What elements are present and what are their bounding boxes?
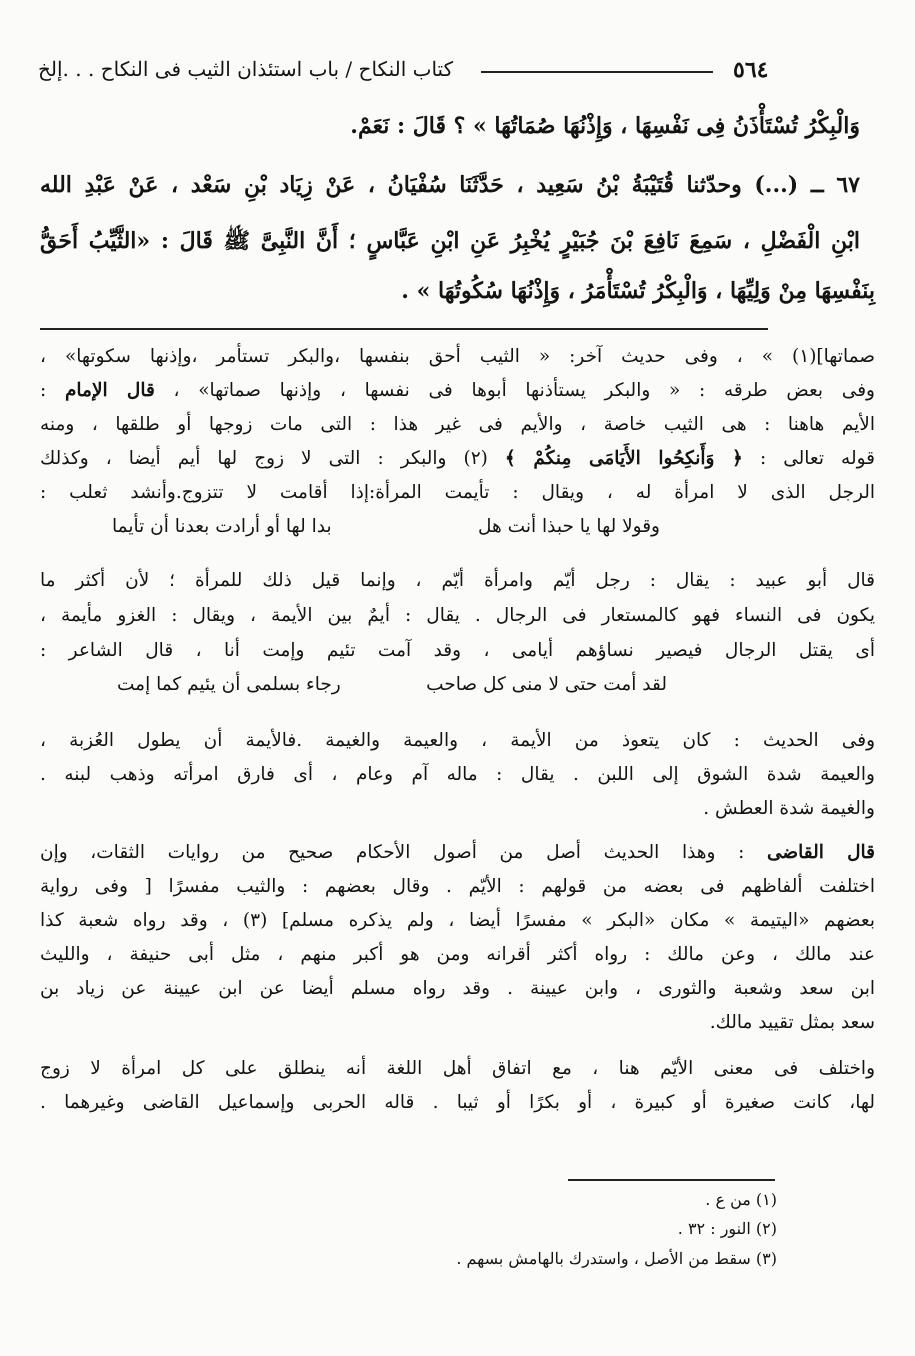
commentary-line: قال القاضى : وهذا الحديث أصل من أصول الأحكام صحيح من روايات الثقات، وإن (40, 842, 875, 863)
footnote-3: (٣) سقط من الأصل ، واستدرك بالهامش بسهم . (456, 1249, 777, 1268)
commentary-line: واختلف فى معنى الأيّم هنا ، مع اتفاق أهل اللغة أنه ينطلق على كل امرأة لا زوج (40, 1058, 875, 1079)
heading-qala-al-imam: قال الإمام (64, 380, 155, 401)
page-number: ٥٦٤ (733, 57, 769, 83)
commentary-line: اختلفت ألفاظهم فى بعضه من قولهم : الأيّم . وقال بعضهم : والثيب مفسرًا [ وفى رواية (40, 876, 875, 897)
section-separator (40, 328, 768, 330)
commentary-line: وفى بعض طرقه : « والبكر يستأذنها أبوها فى نفسها ، وإذنها صماتها» ، قال الإمام : (40, 380, 875, 401)
commentary-line: ابن سعد وشعبة والثورى ، وابن عيينة . وقد رواه مسلم أيضا عن ابن عيينة عن زياد بن (40, 978, 875, 999)
poem-verse-first-hemistich: لقد أمت حتى لا منى كل صاحب (426, 674, 667, 695)
commentary-line: أى يقتل الرجال فيصير نساؤهم أيامى ، وقد آمت تئيم وإمت أنا ، قال الشاعر : (40, 640, 875, 661)
commentary-line: يكون فى النساء فهو كالمستعار فى الرجال . يقال : أيمٌ بين الأيمة ، ويقال : الغزو مأيمة ، (40, 605, 875, 626)
commentary-line: سعد بمثل تقييد مالك. (709, 1012, 875, 1033)
commentary-line: والغيمة شدة العطش . (703, 798, 875, 819)
quran-verse: ﴿ وَأَنكِحُوا الأَيَامَى مِنكُمْ ﴾ (504, 448, 743, 469)
commentary-line: الأيم هاهنا : هى الثيب خاصة ، والأيم فى غير هذا : التى مات زوجها أو طلقها ، ومنه (40, 414, 875, 435)
poem-verse-first-hemistich: وقولا لها يا حبذا أنت هل (478, 516, 660, 537)
commentary-line: قوله تعالى : ﴿ وَأَنكِحُوا الأَيَامَى مِنكُمْ ﴾ (٢) والبكر : التى لا زوج لها أيم أيضا ، وكذلك (40, 448, 875, 469)
heading-qala-al-qadi: قال القاضى (766, 842, 875, 863)
commentary-line: بعضهم «اليتيمة » مكان «البكر » مفسرًا أيضا ، ولم يذكره مسلم] (٣) ، وقد رواه شعبة كذا (40, 910, 875, 931)
commentary-line: عند مالك ، وعن مالك : رواه أكثر أقرانه ومن هو أكبر منهم ، مثل أبى حنيفة ، والليث (40, 944, 875, 965)
footnote-rule (568, 1179, 775, 1181)
poem-verse-second-hemistich: رجاء بسلمى أن يئيم كما إمت (117, 674, 341, 695)
hadith-line-1: وَالْبِكْرُ تُسْتَأْذَنُ فِى نَفْسِهَا ، وَإِذْنُهَا صُمَاتُهَا » ؟ قَالَ : نَعَمْ. (350, 113, 860, 139)
commentary-line: لها، كانت صغيرة أو كبيرة ، أو بكرًا أو ثيبا . قاله الحربى وإسماعيل القاضى وغيرهما . (40, 1092, 875, 1113)
commentary-line: صماتها](١) » ، وفى حديث آخر: « الثيب أحق بنفسها ،والبكر تستأمر ،وإذنها سكوتها» ، (40, 346, 875, 367)
commentary-line: قال أبو عبيد : يقال : رجل أيّم وامرأة أيّم ، وإنما قيل ذلك للمرأة ؛ لأن أكثر ما (40, 570, 875, 591)
hadith-line-3: ابْنِ الْفَضْلِ ، سَمِعَ نَافِعَ بْنَ جُبَيْرٍ يُخْبِرُ عَنِ ابْنِ عَبَّاسٍ ؛ أَنَّ النَّبِىَّ ﷺ قَالَ : «الثَّيِّبُ أَحَقُّ (40, 228, 860, 254)
footnote-1: (١) من ع . (705, 1190, 777, 1209)
commentary-line: والعيمة شدة الشوق إلى اللبن . يقال : ماله آم وعام ، أى فارق امرأته وذهب لبنه . (40, 764, 875, 785)
commentary-line: الرجل الذى لا امرأة له ، ويقال : تأيمت المرأة:إذا أقامت لا تتزوج.وأنشد ثعلب : (40, 482, 875, 503)
commentary-line: وفى الحديث : كان يتعوذ من الأيمة ، والعيمة والغيمة .فالأيمة أن يطول العُزبة ، (40, 730, 876, 751)
hadith-line-4: بِنَفْسِهَا مِنْ وَلِيِّهَا ، وَالْبِكْرُ تُسْتَأْمَرُ ، وَإِذْنُهَا سُكُوتُهَا » . (401, 278, 875, 304)
hadith-line-2: ٦٧ ــ (...) وحدّثنا قُتَيْبَةُ بْنُ سَعِيد ، حَدَّثَنَا سُفْيَانُ ، عَنْ زِيَاد بْنِ سَعْد ، عَنْ عَبْدِ الله (40, 172, 860, 198)
poem-verse-second-hemistich: بدا لها أو أرادت بعدنا أن تأيما (112, 516, 332, 537)
header-rule (481, 71, 713, 73)
footnote-2: (٢) النور : ٣٢ . (677, 1219, 777, 1238)
running-title: كتاب النكاح / باب استئذان الثيب فى النكاح . . .إلخ (38, 57, 454, 81)
